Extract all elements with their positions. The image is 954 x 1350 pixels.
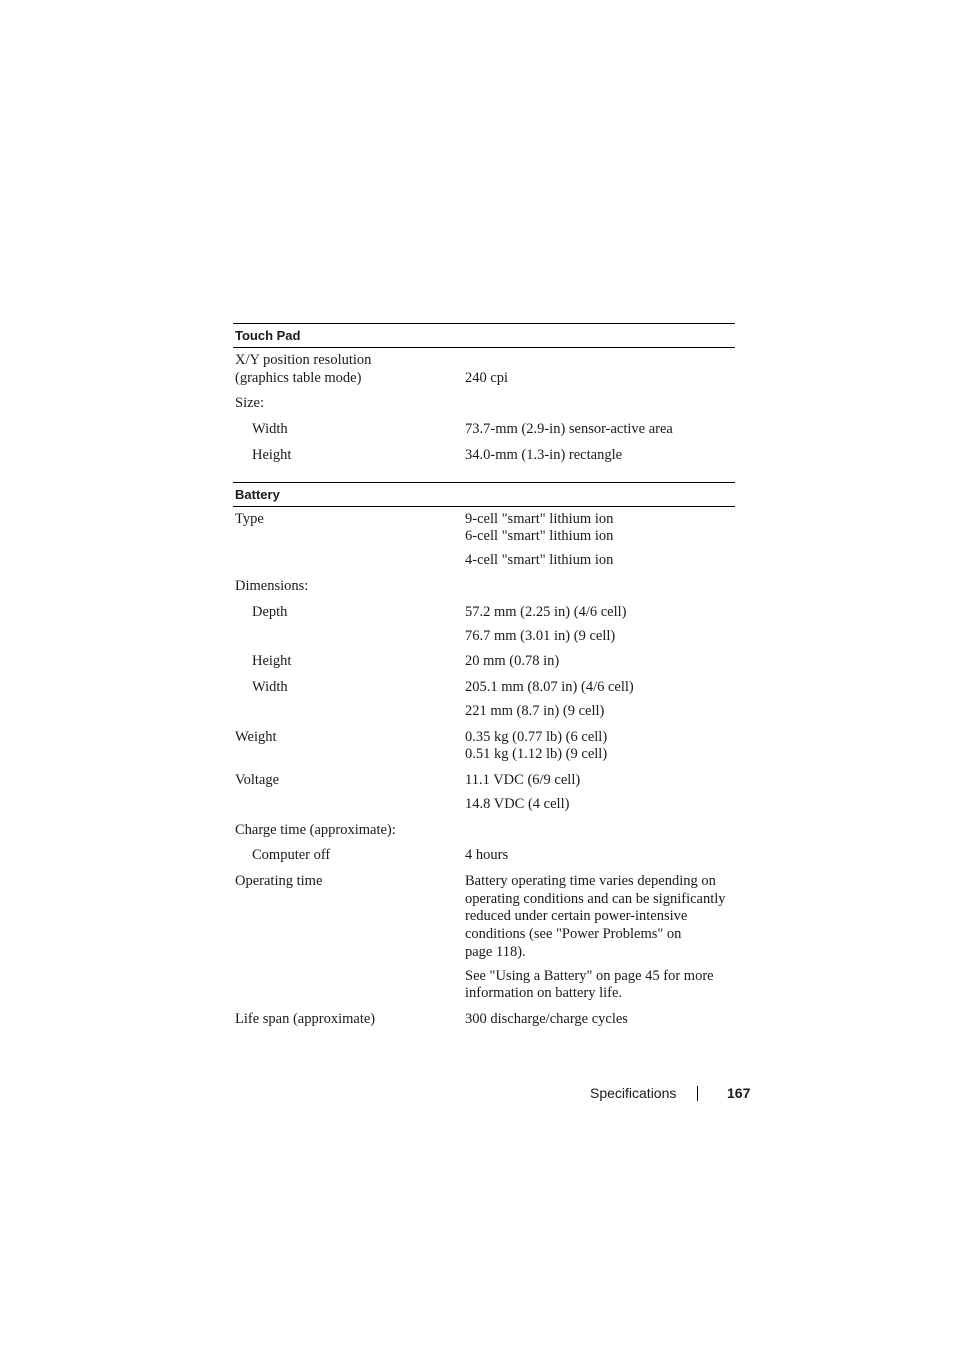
operating-time-line: reduced under certain power-intensive — [465, 908, 688, 924]
battery-width-value: 205.1 mm (8.07 in) (4/6 cell) — [465, 679, 634, 695]
operating-time-line: conditions (see "Power Problems" on — [465, 926, 682, 942]
battery-width-value: 221 mm (8.7 in) (9 cell) — [465, 703, 605, 719]
battery-type-value: 9-cell "smart" lithium ion — [465, 511, 614, 527]
battery-voltage-label: Voltage — [235, 772, 280, 788]
touchpad-width-value: 73.7-mm (2.9-in) sensor-active area — [465, 421, 673, 437]
touchpad-height-label: Height — [252, 447, 292, 463]
computer-off-value: 4 hours — [465, 847, 509, 863]
battery-weight-label: Weight — [235, 729, 277, 745]
footer-section-title: Specifications — [590, 1085, 677, 1101]
operating-time-line: operating conditions and can be significantly — [465, 891, 726, 907]
battery-width-label: Width — [252, 679, 288, 695]
xy-resolution-label-line1: X/Y position resolution — [235, 352, 372, 368]
touchpad-size-label: Size: — [235, 395, 264, 411]
battery-voltage-value: 11.1 VDC (6/9 cell) — [465, 772, 581, 788]
operating-time-line: Battery operating time varies depending on — [465, 873, 716, 889]
battery-depth-value: 57.2 mm (2.25 in) (4/6 cell) — [465, 604, 627, 620]
operating-time-label: Operating time — [235, 873, 323, 889]
xy-resolution-label-line2: (graphics table mode) — [235, 370, 362, 386]
battery-dimensions-label: Dimensions: — [235, 578, 309, 594]
battery-voltage-value: 14.8 VDC (4 cell) — [465, 796, 570, 812]
life-span-value: 300 discharge/charge cycles — [465, 1011, 628, 1027]
touchpad-heading: Touch Pad — [233, 323, 735, 348]
battery-depth-label: Depth — [252, 604, 288, 620]
battery-weight-value: 0.51 kg (1.12 lb) (9 cell) — [465, 746, 608, 762]
life-span-label: Life span (approximate) — [235, 1011, 376, 1027]
footer-divider — [697, 1086, 698, 1101]
computer-off-label: Computer off — [252, 847, 331, 863]
battery-type-value: 6-cell "smart" lithium ion — [465, 528, 614, 544]
battery-height-value: 20 mm (0.78 in) — [465, 653, 560, 669]
battery-type-label: Type — [235, 511, 264, 527]
xy-resolution-value: 240 cpi — [465, 370, 509, 386]
page-number: 167 — [727, 1085, 751, 1101]
battery-heading: Battery — [233, 482, 735, 507]
battery-depth-value: 76.7 mm (3.01 in) (9 cell) — [465, 628, 616, 644]
battery-height-label: Height — [252, 653, 292, 669]
charge-time-label: Charge time (approximate): — [235, 822, 396, 838]
touchpad-width-label: Width — [252, 421, 288, 437]
touchpad-height-value: 34.0-mm (1.3-in) rectangle — [465, 447, 623, 463]
battery-weight-value: 0.35 kg (0.77 lb) (6 cell) — [465, 729, 608, 745]
battery-type-value: 4-cell "smart" lithium ion — [465, 552, 614, 568]
operating-time-note-line: See "Using a Battery" on page 45 for more — [465, 968, 714, 984]
operating-time-note-line: information on battery life. — [465, 985, 623, 1001]
operating-time-line: page 118). — [465, 944, 526, 960]
